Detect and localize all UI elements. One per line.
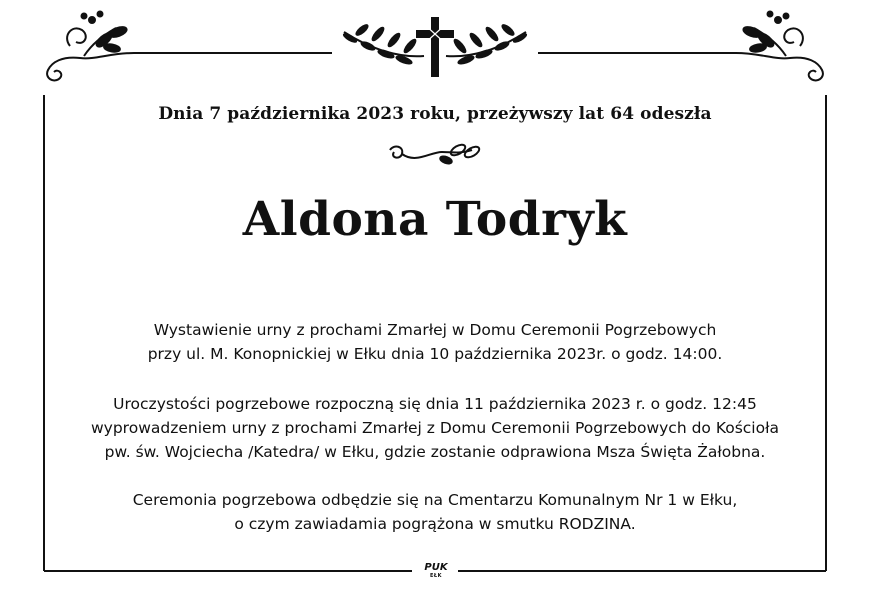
burial-paragraph — [60, 488, 810, 536]
paragraph-line: Ceremonia pogrzebowa odbędzie się na Cmentarzu Komunalnym Nr 1 w Ełku, — [132, 491, 738, 509]
paragraph-line: wyprowadzeniem urny z prochami Zmarłej z Domu Ceremonii Pogrzebowych do Kościoła — [90, 419, 779, 437]
floral-corner-ornament-icon — [47, 12, 134, 81]
logo-main-text: PUK — [424, 562, 448, 573]
deceased-name: Aldona Todryk — [242, 192, 628, 247]
funeral-ceremony-paragraph — [60, 392, 810, 464]
paragraph-line: pw. św. Wojciecha /Katedra/ w Ełku, gdzie zostanie odprawiona Msza Święta Żałobna. — [104, 443, 766, 461]
logo-sub-text: EŁK — [429, 573, 442, 579]
paragraph-line: Uroczystości pogrzebowe rozpoczną się dnia 11 października 2023 r. o godz. 12:45 — [113, 395, 757, 413]
company-logo — [418, 563, 454, 579]
paragraph-line: Wystawienie urny z prochami Zmarłej w Domu Ceremonii Pogrzebowych — [153, 321, 717, 339]
death-date-line: Dnia 7 października 2023 roku, przeżywszy lat 64 odeszła — [158, 104, 712, 124]
paragraph-line: o czym zawiadamia pogrążona w smutku RODZINA. — [234, 515, 636, 533]
floral-corner-ornament-icon — [736, 12, 823, 81]
urn-viewing-paragraph — [60, 318, 810, 366]
cross-with-laurel-icon — [342, 17, 529, 77]
paragraph-line: przy ul. M. Konopnickiej w Ełku dnia 10 października 2023r. o godz. 14:00. — [147, 345, 723, 363]
leaf-swirl-divider-icon — [390, 143, 481, 165]
